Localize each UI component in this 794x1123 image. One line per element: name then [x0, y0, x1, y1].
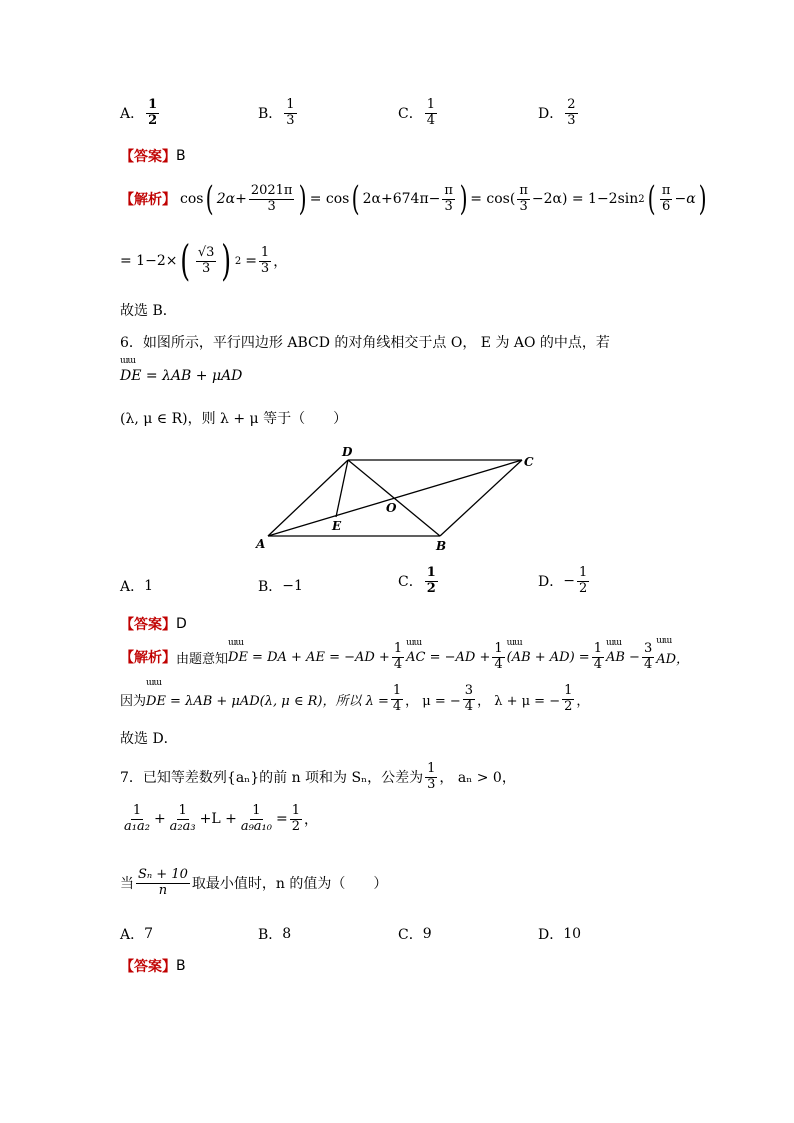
option-label: C．	[398, 106, 423, 123]
edge-bc	[440, 460, 522, 536]
option-label: B．	[258, 106, 283, 123]
q7-option-b	[258, 924, 291, 944]
fraction	[562, 684, 574, 715]
option-value: 7	[144, 926, 154, 942]
expr: ɯɯ AB −	[606, 650, 640, 665]
q6-stem-line2	[120, 368, 242, 384]
fraction	[239, 804, 274, 835]
q6-stem-line3: (λ, μ ∈ R)，则 λ + μ 等于（ ）	[120, 411, 348, 427]
den: 2	[564, 698, 573, 714]
den: 2	[578, 580, 588, 596]
expr: = cos(	[470, 191, 516, 207]
vector-equation: ɯɯ DE = λAB + μAD	[120, 368, 242, 384]
q5-conclusion: 故选 B．	[120, 303, 177, 319]
q6-answer	[120, 614, 187, 634]
paren: (	[180, 236, 191, 285]
option-value: 1	[144, 578, 154, 594]
label-c: C	[524, 455, 534, 469]
den: 2	[426, 580, 436, 596]
option-label: C．	[398, 927, 423, 943]
option-label: A．	[120, 927, 145, 943]
expr: =	[245, 253, 257, 269]
paren: )	[221, 236, 232, 285]
analysis-tag: 【解析】	[120, 192, 176, 208]
den: 4	[494, 656, 503, 672]
expr: 7．已知等差数列{aₙ}的前 n 项和为 Sₙ，公差为	[120, 770, 424, 787]
expr: ɯɯ (AB + AD) =	[507, 650, 590, 665]
expr: 2α+	[216, 191, 247, 207]
den: 3	[202, 260, 211, 276]
num: 1	[178, 803, 187, 818]
option-value: 9	[422, 926, 432, 942]
fraction	[463, 684, 475, 715]
fraction	[592, 642, 604, 673]
answer-value: D	[176, 616, 187, 632]
num: 1	[260, 244, 270, 260]
label-o: O	[386, 501, 397, 515]
den: a₂a₃	[169, 818, 196, 834]
num: π	[519, 182, 528, 198]
fraction	[392, 642, 404, 673]
expr: 由题意知	[176, 651, 229, 667]
den: 3	[444, 198, 453, 214]
fraction	[565, 98, 577, 129]
option-label: B．	[258, 579, 283, 595]
num: √3	[197, 244, 215, 260]
paren: (	[352, 179, 360, 219]
paren: (	[647, 179, 656, 219]
den: 4	[464, 698, 474, 714]
option-value: −1	[282, 578, 303, 594]
fraction	[196, 246, 217, 277]
num: 1	[291, 803, 300, 818]
den: 4	[426, 112, 435, 128]
q5-option-a	[120, 98, 161, 129]
fraction	[642, 642, 654, 673]
exponent: 2	[638, 193, 645, 205]
fraction	[391, 684, 403, 715]
option-label: D．	[538, 927, 564, 943]
q6-option-b	[258, 576, 303, 596]
den: 4	[393, 656, 403, 672]
q5-analysis-line2	[120, 236, 288, 285]
expr: −2α) = 1−2sin	[531, 191, 639, 207]
q7-stem-line2	[120, 804, 318, 835]
fraction	[492, 642, 504, 673]
den: 4	[392, 698, 402, 714]
den: 3	[260, 260, 270, 276]
q5-option-d	[538, 98, 580, 129]
fraction	[249, 184, 295, 215]
expr: +	[153, 811, 166, 828]
q7-stem-line3	[120, 868, 387, 899]
den: 4	[593, 656, 602, 672]
fraction	[290, 804, 302, 835]
label-b: B	[436, 539, 447, 553]
q7-option-c	[398, 924, 432, 944]
fraction	[136, 868, 190, 899]
expr: ， aₙ > 0，	[439, 770, 516, 787]
figure-lines	[268, 460, 522, 536]
expr: = cos	[309, 191, 350, 207]
fraction	[284, 98, 296, 129]
num: 1	[494, 641, 503, 656]
paren: )	[299, 179, 308, 219]
num: 2	[567, 97, 576, 112]
fraction	[425, 762, 437, 793]
expr: ɯɯ AD，	[656, 648, 689, 667]
expr: −α	[674, 191, 696, 207]
num: π	[661, 182, 671, 198]
num: 1	[148, 97, 158, 112]
label-d: D	[342, 445, 353, 459]
option-label: C．	[398, 574, 423, 591]
fraction	[146, 98, 159, 129]
q5-option-b	[258, 98, 299, 129]
num: 1	[426, 97, 435, 112]
option-label: B．	[258, 927, 283, 943]
option-label: A．	[120, 579, 145, 595]
den: 3	[267, 198, 276, 214]
q7-answer	[120, 956, 186, 976]
den: 2	[291, 818, 300, 834]
num: 1	[427, 761, 436, 776]
den: 6	[662, 198, 671, 214]
fraction	[122, 804, 152, 835]
den: 2	[148, 112, 158, 128]
option-label: D．	[538, 574, 564, 591]
den: n	[158, 882, 168, 898]
option-label: A．	[120, 106, 145, 123]
answer-tag: 【答案】	[120, 959, 176, 975]
fraction	[425, 566, 438, 597]
q6-analysis-line2	[120, 684, 589, 715]
num: 3	[643, 641, 653, 656]
fraction	[442, 184, 455, 215]
q6-analysis-line1	[120, 642, 689, 673]
expr: ， λ + μ = −	[477, 693, 561, 709]
fraction	[577, 566, 589, 597]
expr: 取最小值时，n 的值为（ ）	[191, 876, 388, 893]
den: 3	[519, 198, 528, 214]
expr: 因为	[120, 693, 147, 709]
num: 1	[132, 803, 142, 818]
q6-option-c	[398, 566, 440, 597]
q6-option-a	[120, 576, 153, 596]
den: 3	[567, 112, 576, 128]
expr: = 1−2×	[120, 253, 178, 269]
expr: ，	[576, 693, 590, 709]
diagonal-bd	[348, 460, 440, 536]
expr: ɯɯ AC = −AD +	[406, 650, 490, 665]
exponent: 2	[234, 255, 242, 267]
expr: =	[275, 811, 288, 828]
num: 1	[593, 641, 602, 656]
label-a: A	[256, 537, 266, 551]
q6-conclusion: 故选 D．	[120, 731, 178, 747]
q5-option-c	[398, 98, 439, 129]
expr: 2α+674π−	[362, 191, 441, 207]
fraction	[660, 184, 673, 215]
answer-value: B	[176, 148, 186, 164]
answer-tag: 【答案】	[120, 617, 176, 633]
num: 1	[393, 641, 403, 656]
paren: (	[206, 179, 215, 219]
paren: )	[459, 179, 468, 219]
expr: ， μ = −	[405, 693, 461, 709]
fraction	[168, 804, 198, 835]
num: 1	[564, 683, 573, 698]
num: 1	[252, 803, 261, 818]
answer-tag: 【答案】	[120, 149, 176, 165]
num: 1	[426, 565, 436, 580]
option-value: 8	[282, 926, 292, 942]
num: Sₙ + 10	[138, 867, 188, 882]
option-sign: −	[563, 573, 575, 590]
den: a₁a₂	[124, 818, 150, 834]
option-label: D．	[538, 106, 564, 123]
num: 3	[464, 683, 474, 698]
analysis-tag: 【解析】	[120, 650, 176, 667]
q7-option-a	[120, 924, 153, 944]
den: 3	[286, 112, 295, 128]
fraction	[517, 184, 530, 215]
fraction	[425, 98, 437, 129]
expr: 当	[120, 876, 134, 893]
paren: )	[698, 179, 707, 219]
num: 1	[286, 97, 295, 112]
q6-option-d	[538, 566, 591, 597]
expr: ɯɯ DE = λAB + μAD(λ, μ ∈ R)，所以 λ =	[146, 690, 389, 709]
q7-option-d	[538, 924, 581, 944]
num: π	[444, 182, 453, 198]
parallelogram-figure	[250, 440, 550, 560]
label-e: E	[332, 519, 342, 533]
q6-stem-line1: 6．如图所示，平行四边形 ABCD 的对角线相交于点 O， E 为 AO 的中点，若	[120, 335, 610, 351]
q5-answer	[120, 146, 186, 166]
q5-analysis-line1	[120, 179, 709, 219]
num: 1	[392, 683, 402, 698]
q7-stem-line1	[120, 762, 516, 793]
expr: cos	[180, 191, 204, 207]
expr: ɯɯ DE = DA + AE = −AD +	[228, 650, 390, 665]
den: 3	[427, 776, 436, 792]
expr: ，	[273, 254, 288, 270]
fraction	[259, 246, 271, 277]
segment-de	[336, 460, 348, 517]
answer-value: B	[176, 958, 186, 974]
num: 2021π	[250, 182, 293, 198]
den: 4	[643, 656, 653, 672]
expr: +L +	[199, 811, 237, 828]
num: 1	[578, 565, 588, 580]
expr: ，	[303, 812, 318, 829]
den: a₉a₁₀	[240, 818, 272, 834]
option-value: 10	[563, 926, 582, 942]
